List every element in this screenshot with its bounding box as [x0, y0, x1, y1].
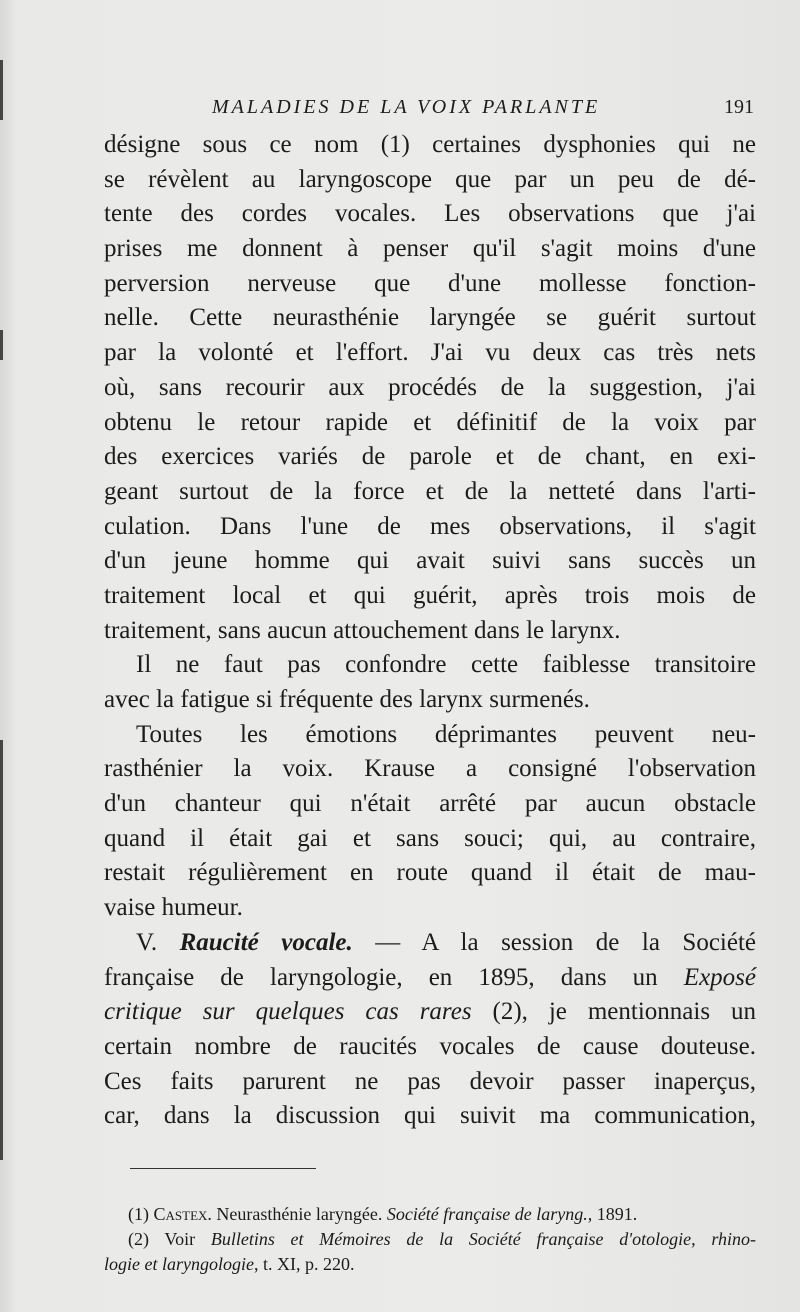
binding-edge-mark — [0, 740, 3, 1160]
text-line: d'un jeune homme qui avait suivi sans succès un — [104, 547, 756, 575]
section-text: — A la session de la Société — [352, 928, 757, 956]
text-line — [104, 961, 756, 996]
text-line: traitement local et qui guérit, après trois mois de — [104, 581, 756, 609]
text-line: quand il était gai et sans souci; qui, au contraire, — [104, 824, 756, 852]
italic-title: Exposé — [683, 963, 756, 991]
footnote-text: . Neurasthénie laryngée. — [207, 1204, 387, 1224]
footnote-journal: Bulletins et Mémoires de la Société française d'otologie, rhino- — [210, 1229, 757, 1249]
paragraph-start-line: Il ne faut pas confondre cette faiblesse transitoire — [136, 651, 756, 679]
footnote-author: Castex — [153, 1204, 208, 1224]
section-heading: Raucité vocale. — [179, 928, 353, 956]
text-line: culation. Dans l'une de mes observations, il s'agit — [104, 512, 756, 540]
text-line: vaise humeur. — [104, 894, 243, 922]
text-line: restait régulièrement en route quand il était de mau- — [104, 859, 756, 887]
paragraph-start-line: Toutes les émotions déprimantes peuvent neu- — [136, 720, 756, 748]
footnote-text: , 1891. — [587, 1204, 638, 1224]
text-line: nelle. Cette neurasthénie laryngée se guérit surtout — [104, 304, 756, 332]
text-line: avec la fatigue si fréquente des larynx surmenés. — [104, 686, 590, 713]
text-line: Ces faits parurent ne pas devoir passer inaperçus, — [104, 1067, 756, 1095]
italic-title: critique sur quelques cas rares — [104, 998, 472, 1026]
section-numeral: V. — [136, 928, 158, 956]
binding-edge-mark — [0, 330, 3, 360]
running-head — [0, 96, 800, 124]
text-line: perversion nerveuse que d'une mollesse fonction- — [104, 269, 756, 297]
text-run: (2), je mentionnais un — [471, 998, 756, 1026]
footnote-2 — [104, 1227, 756, 1252]
text-line: d'un chanteur qui n'était arrêté par aucun obstacle — [104, 790, 756, 818]
text-line: désigne sous ce nom (1) certaines dysphonies qui ne — [104, 131, 756, 158]
text-line: où, sans recourir aux procédés de la suggestion, j'ai — [104, 373, 756, 401]
text-line: geant surtout de la force et de la netteté dans l'arti- — [104, 477, 756, 505]
text-line: par la volonté et l'effort. J'ai vu deux cas très nets — [104, 339, 756, 367]
text-line: car, dans la discussion qui suivit ma communication, — [104, 1102, 756, 1130]
section-heading-line — [104, 926, 756, 961]
running-head-title: MALADIES DE LA VOIX PARLANTE — [212, 96, 601, 118]
footnote-1 — [104, 1202, 756, 1227]
text-line: se révèlent au laryngoscope que par un peu de dé- — [104, 165, 756, 193]
footnote-divider — [130, 1168, 316, 1169]
footnote-marker: (2) Voir — [128, 1229, 211, 1249]
text-line: obtenu le retour rapide et définitif de la voix par — [104, 408, 756, 436]
text-line: certain nombre de raucités vocales de cause douteuse. — [104, 1032, 756, 1060]
footnotes — [104, 1202, 756, 1277]
text-line: rasthénier la voix. Krause a consigné l'observation — [104, 755, 756, 783]
text-line: des exercices variés de parole et de chant, en exi- — [104, 443, 756, 471]
page-number: 191 — [724, 96, 754, 118]
footnote-text: , t. XI, p. 220. — [253, 1254, 355, 1274]
text-line — [104, 995, 756, 1030]
footnote-journal: logie et laryngologie — [104, 1254, 254, 1274]
text-run: française de laryngologie, en 1895, dans un — [104, 963, 684, 991]
body-text — [104, 128, 756, 1134]
text-line: traitement, sans aucun attouchement dans le larynx. — [104, 616, 621, 644]
footnote-2-continued — [104, 1252, 756, 1277]
text-line: prises me donnent à penser qu'il s'agit moins d'une — [104, 235, 756, 263]
text-line: tente des cordes vocales. Les observations que j'ai — [104, 200, 756, 228]
footnote-journal: Société française de laryng. — [386, 1204, 588, 1224]
footnote-marker: (1) — [128, 1204, 154, 1224]
